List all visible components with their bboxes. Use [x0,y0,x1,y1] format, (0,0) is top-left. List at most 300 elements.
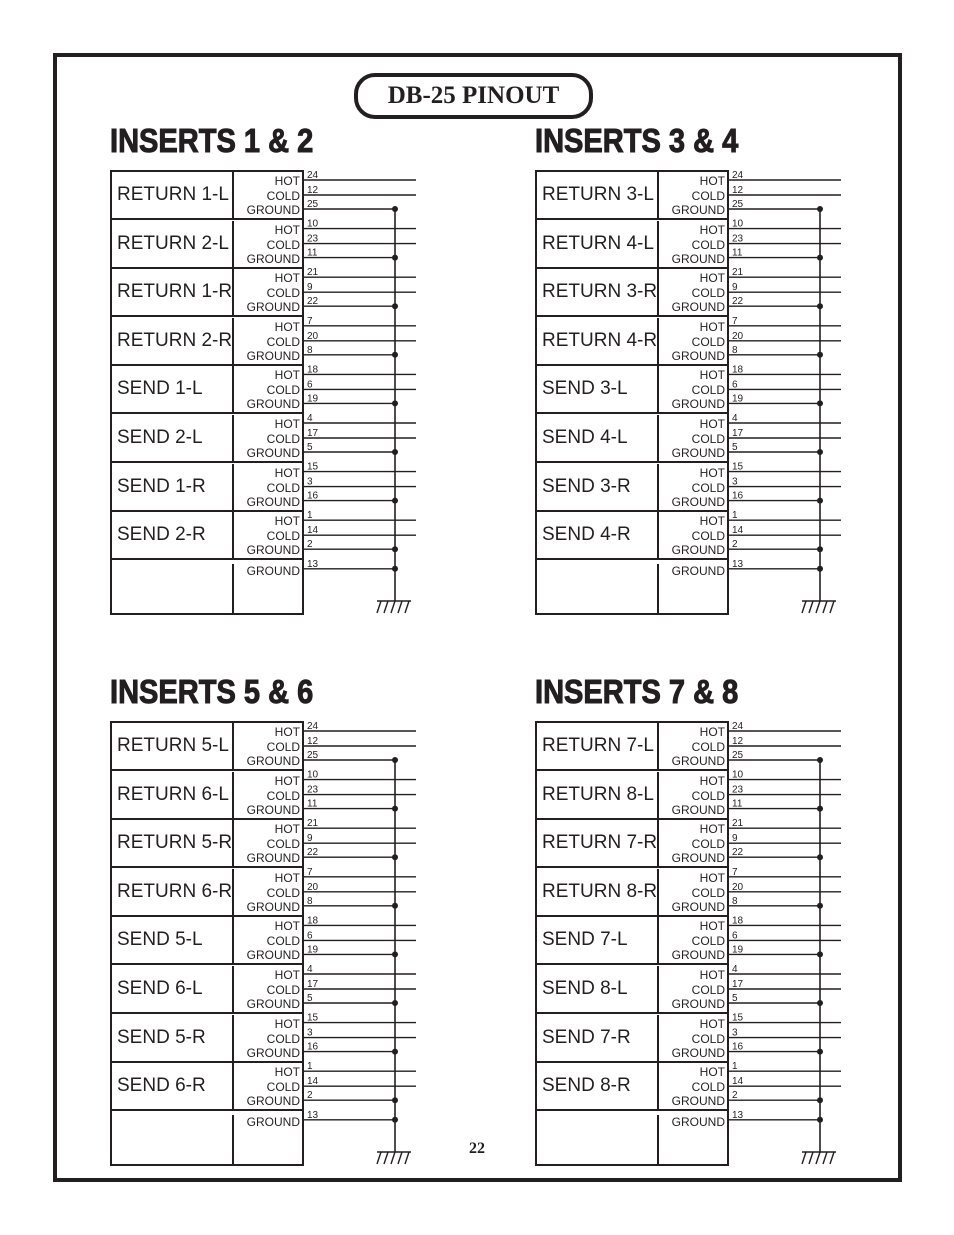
table-row [112,1063,302,1111]
empty-name-cell [112,564,234,615]
signal-hot-label: HOT [274,174,300,188]
pin-number: 6 [732,930,738,942]
signal-cold-label: COLD [266,189,300,203]
pin-number: 7 [307,866,313,878]
channel-name: SEND 3-L [537,366,659,412]
signal-hot-label: HOT [699,725,725,739]
pin-number: 20 [732,330,744,342]
signal-ground-label: GROUND [671,1094,725,1109]
signal-ground-label: GROUND [671,851,725,866]
pin-number: 14 [732,1076,744,1088]
ground-row [112,564,302,615]
pin-number: 18 [307,915,319,927]
signal-hot-label: HOT [274,870,300,885]
ground-symbol-icon [802,601,836,613]
signal-labels [659,269,727,315]
pin-number: 11 [732,247,743,259]
pin-number: 19 [732,393,744,405]
channel-name: SEND 6-R [112,1063,234,1109]
pin-number: 18 [307,364,319,376]
channel-name: RETURN 6-R [112,869,234,915]
pin-number: 9 [307,282,313,294]
signal-hot-label: HOT [274,417,300,431]
pin-number: 25 [732,750,744,761]
pin-number: 5 [307,993,313,1004]
table-row [112,464,302,512]
signal-labels [234,564,302,610]
pin-number: 11 [307,798,318,810]
pin-number: 10 [307,218,319,230]
pin-number: 23 [732,784,744,796]
pin-number: 2 [732,1090,738,1102]
signal-labels [659,172,727,218]
channel-name: RETURN 1-L [112,172,234,218]
pin-number: 10 [307,769,319,781]
page-number: 22 [469,1140,485,1157]
signal-ground-label: GROUND [246,754,300,768]
signal-hot-label: HOT [274,968,300,982]
channel-name: RETURN 6-L [112,772,234,818]
signal-cold-label: COLD [691,837,725,852]
signal-labels [659,318,727,364]
signal-labels [234,512,302,558]
table-row [112,512,302,560]
pin-number: 24 [732,170,744,181]
pin-number: 3 [307,476,313,488]
channel-name: SEND 8-R [537,1063,659,1109]
pin-number: 24 [307,170,319,181]
signal-cold-label: COLD [691,334,725,349]
pin-number: 5 [307,442,313,453]
signal-cold-label: COLD [266,740,300,754]
pin-number: 20 [732,881,744,893]
signal-hot-label: HOT [274,822,300,837]
pin-number: 13 [732,1109,744,1121]
signal-ground-label: GROUND [246,1045,300,1060]
pin-number: 19 [307,944,319,956]
signal-ground-label: GROUND [246,997,300,1011]
signal-labels [234,723,302,769]
pin-number: 17 [732,979,744,990]
pin-number: 14 [732,525,744,537]
page-title: DB-25 PINOUT [354,73,593,119]
signal-cold-label: COLD [691,1080,725,1095]
pin-number: 3 [732,1027,738,1039]
table-row [537,464,727,512]
signal-labels [234,1015,302,1061]
signal-labels [234,172,302,218]
pin-number: 8 [307,344,313,356]
table-row [112,415,302,463]
table-row [537,772,727,820]
empty-name-cell [537,564,659,615]
pin-number: 15 [307,461,319,473]
signal-labels [234,221,302,267]
signal-cold-label: COLD [266,1080,300,1095]
signal-labels [234,869,302,915]
empty-name-cell [112,1115,234,1166]
signal-cold-label: COLD [266,837,300,852]
signal-cold-label: COLD [691,529,725,544]
pin-number: 2 [732,539,738,551]
signal-cold-label: COLD [266,286,300,301]
signal-hot-label: HOT [274,1065,300,1080]
pin-number: 11 [732,798,743,810]
table-row [537,269,727,317]
pin-number: 22 [732,847,744,859]
signal-ground-label: GROUND [671,754,725,768]
signal-cold-label: COLD [266,788,300,803]
signal-hot-label: HOT [274,222,300,237]
signal-hot-label: HOT [274,773,300,788]
pin-number: 5 [732,993,738,1004]
table-row [112,723,302,771]
signal-labels [659,415,727,461]
signal-cold-label: COLD [691,480,725,495]
pin-number: 8 [307,895,313,907]
signal-labels [659,1015,727,1061]
signal-cold-label: COLD [691,1031,725,1046]
table-row [112,221,302,269]
signal-ground-label: GROUND [246,348,300,363]
pin-number: 11 [307,247,318,259]
signal-hot-label: HOT [699,870,725,885]
table-row [112,318,302,366]
table-row [112,917,302,965]
signal-ground-label: GROUND [246,543,300,558]
pin-number: 25 [307,199,319,210]
channel-name: RETURN 3-R [537,269,659,315]
signal-ground-label: GROUND [246,494,300,509]
signal-cold-label: COLD [266,480,300,495]
table-row [112,966,302,1014]
channel-name: SEND 4-L [537,415,659,461]
channel-name: SEND 4-R [537,512,659,558]
signal-labels [234,366,302,412]
channel-name: RETURN 5-R [112,820,234,866]
pin-number: 21 [307,818,319,830]
signal-hot-label: HOT [699,222,725,237]
ground-row [537,564,727,615]
signal-labels [659,723,727,769]
signal-labels [659,564,727,610]
pin-number: 3 [307,1027,313,1039]
pin-number: 25 [732,199,744,210]
channel-name: RETURN 3-L [537,172,659,218]
signal-labels [659,772,727,818]
table-row [537,415,727,463]
signal-ground-label: GROUND [671,948,725,963]
table-row [112,269,302,317]
pin-number: 21 [732,267,744,279]
channel-name: SEND 7-R [537,1015,659,1061]
channel-name: SEND 7-L [537,917,659,963]
signal-labels [659,221,727,267]
insert-block-1-2 [110,121,430,591]
signal-hot-label: HOT [699,465,725,480]
empty-name-cell [537,1115,659,1166]
signal-cold-label: COLD [691,983,725,997]
signal-hot-label: HOT [699,822,725,837]
signal-labels [234,966,302,1012]
signal-labels [234,820,302,866]
wiring-diagram [729,672,849,1172]
signal-ground-label: GROUND [246,564,300,578]
ground-row [112,1115,302,1166]
signal-cold-label: COLD [266,432,300,446]
pin-number: 9 [307,833,313,845]
signal-ground-label: GROUND [246,948,300,963]
signal-hot-label: HOT [699,368,725,383]
channel-name: RETURN 2-R [112,318,234,364]
signal-labels [659,820,727,866]
channel-name: SEND 2-R [112,512,234,558]
pin-number: 21 [307,267,319,279]
signal-hot-label: HOT [274,514,300,529]
pin-number: 4 [732,413,738,424]
ground-row [537,1115,727,1166]
pin-number: 6 [307,930,313,942]
pin-number: 9 [732,833,738,845]
pin-number: 23 [307,233,319,245]
signal-hot-label: HOT [699,1065,725,1080]
pin-number: 14 [307,1076,319,1088]
pin-number: 8 [732,895,738,907]
signal-cold-label: COLD [266,1031,300,1046]
signal-cold-label: COLD [266,983,300,997]
block-title: INSERTS 7 & 8 [535,673,739,710]
table-row [537,366,727,414]
pin-table [110,170,304,615]
signal-cold-label: COLD [266,529,300,544]
pin-number: 13 [732,558,744,570]
ground-symbol-icon [377,1152,411,1164]
table-row [112,820,302,868]
pin-number: 24 [732,721,744,732]
table-row [112,172,302,220]
signal-cold-label: COLD [266,383,300,398]
signal-labels [234,917,302,963]
signal-ground-label: GROUND [246,251,300,266]
pin-number: 15 [732,1012,744,1024]
ground-symbol-icon [802,1152,836,1164]
pin-number: 4 [307,413,313,424]
pin-number: 19 [732,944,744,956]
pin-number: 22 [307,847,319,859]
signal-ground-label: GROUND [671,397,725,412]
pin-number: 17 [307,979,319,990]
signal-cold-label: COLD [691,383,725,398]
pin-number: 8 [732,344,738,356]
signal-ground-label: GROUND [246,1115,300,1129]
signal-hot-label: HOT [699,968,725,982]
pin-number: 16 [732,1041,744,1053]
signal-ground-label: GROUND [246,300,300,315]
wiring-diagram [304,672,424,1172]
insert-block-5-6 [110,672,430,1142]
signal-ground-label: GROUND [671,203,725,217]
pin-number: 1 [732,1061,738,1073]
pin-number: 17 [732,428,744,439]
signal-ground-label: GROUND [671,1115,725,1129]
signal-ground-label: GROUND [671,251,725,266]
block-title: INSERTS 5 & 6 [110,673,314,710]
pin-number: 23 [732,233,744,245]
signal-hot-label: HOT [274,725,300,739]
pin-number: 4 [307,964,313,975]
signal-labels [659,464,727,510]
ground-symbol-icon [377,601,411,613]
signal-ground-label: GROUND [246,899,300,914]
insert-block-7-8 [535,672,855,1142]
channel-name: RETURN 8-R [537,869,659,915]
signal-labels [659,366,727,412]
channel-name: RETURN 1-R [112,269,234,315]
pin-number: 18 [732,364,744,376]
signal-ground-label: GROUND [246,802,300,817]
channel-name: SEND 6-L [112,966,234,1012]
pin-number: 3 [732,476,738,488]
signal-ground-label: GROUND [671,802,725,817]
pin-number: 1 [732,510,738,522]
signal-labels [234,1063,302,1109]
signal-labels [234,269,302,315]
signal-cold-label: COLD [266,934,300,949]
signal-labels [234,415,302,461]
signal-cold-label: COLD [691,237,725,252]
table-row [537,172,727,220]
table-row [537,966,727,1014]
pin-number: 4 [732,964,738,975]
signal-hot-label: HOT [274,919,300,934]
pin-number: 12 [732,736,744,747]
pin-number: 20 [307,881,319,893]
pin-table [535,721,729,1166]
signal-ground-label: GROUND [671,446,725,460]
signal-cold-label: COLD [691,432,725,446]
pin-number: 16 [732,490,744,502]
signal-cold-label: COLD [266,237,300,252]
channel-name: RETURN 5-L [112,723,234,769]
pin-number: 10 [732,218,744,230]
pin-number: 12 [307,736,319,747]
signal-labels [234,318,302,364]
signal-hot-label: HOT [274,465,300,480]
pin-number: 16 [307,1041,319,1053]
signal-labels [659,512,727,558]
pin-number: 12 [307,185,319,196]
signal-cold-label: COLD [691,189,725,203]
signal-ground-label: GROUND [671,494,725,509]
table-row [537,917,727,965]
pin-number: 6 [307,379,313,391]
signal-ground-label: GROUND [671,899,725,914]
table-row [112,772,302,820]
wiring-diagram [729,121,849,621]
pin-number: 10 [732,769,744,781]
table-row [112,366,302,414]
signal-hot-label: HOT [699,919,725,934]
pin-number: 14 [307,525,319,537]
pin-number: 7 [307,315,313,327]
pin-number: 15 [307,1012,319,1024]
pin-number: 18 [732,915,744,927]
signal-labels [659,966,727,1012]
block-title: INSERTS 1 & 2 [110,122,314,159]
table-row [537,820,727,868]
signal-ground-label: GROUND [671,997,725,1011]
signal-cold-label: COLD [691,788,725,803]
signal-labels [234,1115,302,1161]
pin-number: 2 [307,1090,313,1102]
signal-hot-label: HOT [274,319,300,334]
table-row [537,318,727,366]
signal-hot-label: HOT [274,271,300,286]
insert-block-3-4 [535,121,855,591]
signal-hot-label: HOT [274,1016,300,1031]
table-row [537,869,727,917]
pin-table [535,170,729,615]
pin-number: 7 [732,315,738,327]
signal-hot-label: HOT [699,773,725,788]
channel-name: SEND 5-L [112,917,234,963]
pin-number: 22 [307,296,319,308]
pin-number: 1 [307,1061,313,1073]
signal-hot-label: HOT [699,174,725,188]
signal-ground-label: GROUND [671,543,725,558]
pin-number: 13 [307,558,319,570]
channel-name: SEND 5-R [112,1015,234,1061]
signal-ground-label: GROUND [246,1094,300,1109]
signal-ground-label: GROUND [246,446,300,460]
signal-ground-label: GROUND [671,300,725,315]
signal-hot-label: HOT [699,271,725,286]
channel-name: SEND 3-R [537,464,659,510]
pin-number: 23 [307,784,319,796]
signal-ground-label: GROUND [246,203,300,217]
channel-name: RETURN 4-L [537,221,659,267]
signal-cold-label: COLD [691,934,725,949]
pin-number: 20 [307,330,319,342]
pin-table [110,721,304,1166]
table-row [112,1015,302,1063]
wiring-diagram [304,121,424,621]
signal-labels [659,1063,727,1109]
channel-name: SEND 1-L [112,366,234,412]
signal-labels [234,772,302,818]
table-row [537,221,727,269]
pin-number: 21 [732,818,744,830]
table-row [112,869,302,917]
pin-number: 25 [307,750,319,761]
signal-ground-label: GROUND [246,851,300,866]
pin-number: 2 [307,539,313,551]
signal-hot-label: HOT [699,514,725,529]
pin-number: 1 [307,510,313,522]
table-row [537,723,727,771]
pin-number: 22 [732,296,744,308]
signal-hot-label: HOT [699,1016,725,1031]
pin-number: 9 [732,282,738,294]
signal-labels [659,869,727,915]
pin-number: 24 [307,721,319,732]
pin-number: 17 [307,428,319,439]
pin-number: 19 [307,393,319,405]
signal-ground-label: GROUND [246,397,300,412]
channel-name: SEND 1-R [112,464,234,510]
pin-number: 15 [732,461,744,473]
signal-cold-label: COLD [266,885,300,900]
